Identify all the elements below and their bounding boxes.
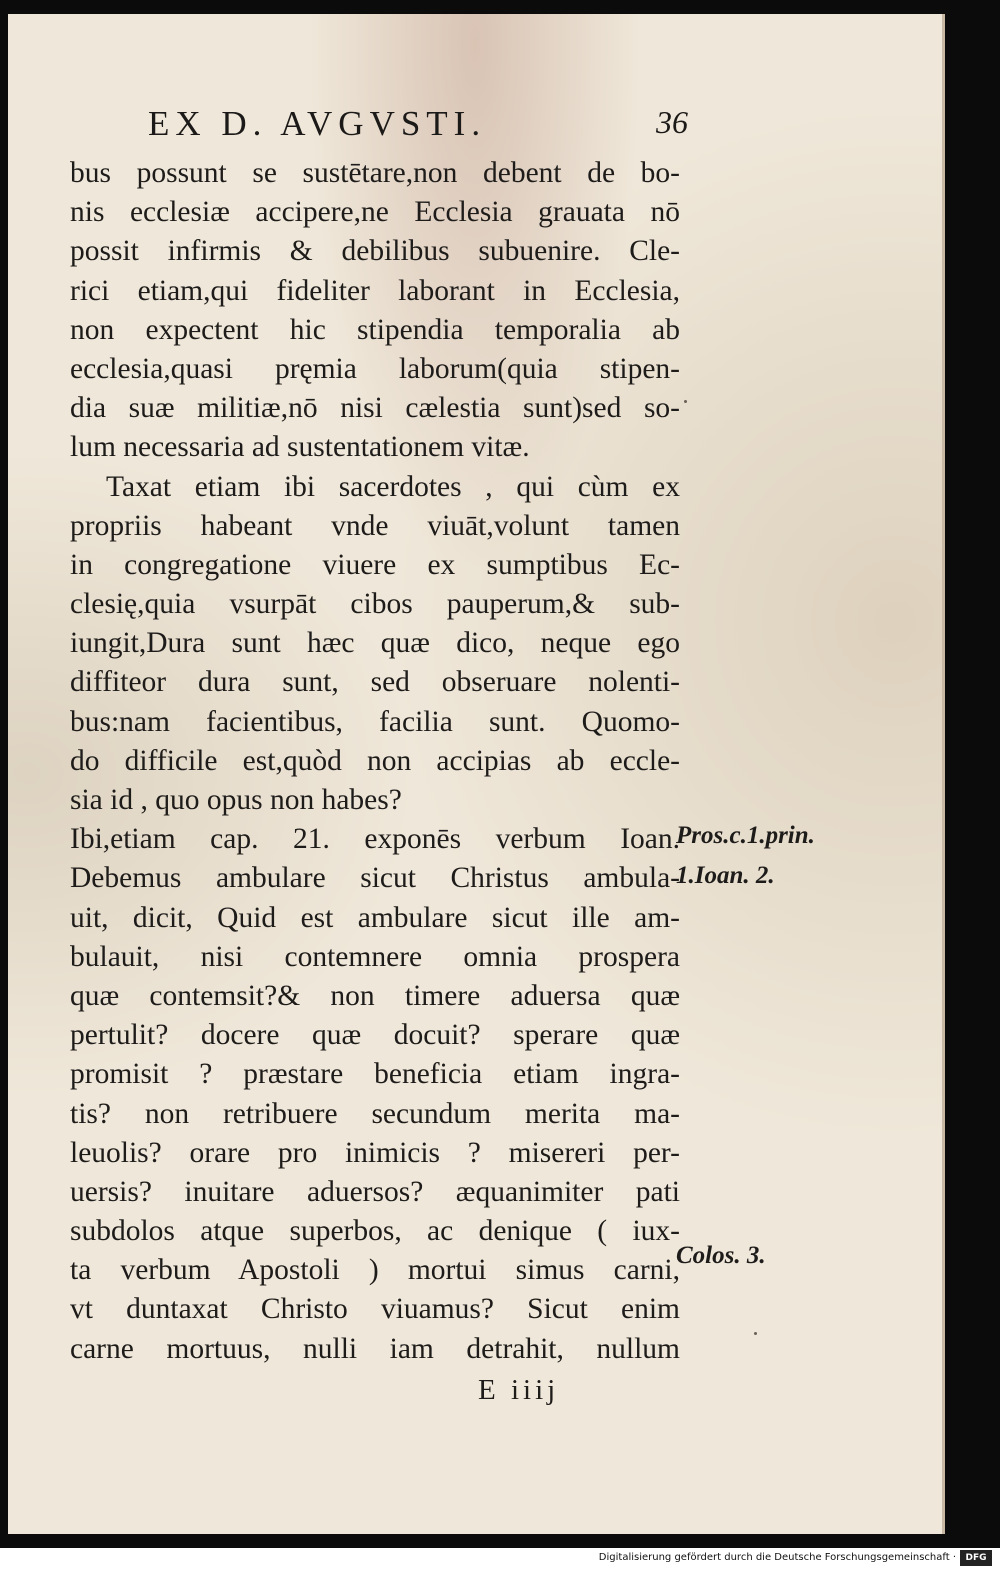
text-line: bulauit, nisi contemnere omnia prospera bbox=[70, 940, 680, 973]
text-line: lum necessaria ad sustentationem vitæ. bbox=[70, 431, 530, 464]
text-line: clesię,quia vsurpāt cibos pauperum,& sub- bbox=[70, 588, 680, 621]
page-number: 36 bbox=[656, 104, 688, 140]
marginal-note: Pros.c.1.prin. bbox=[676, 822, 815, 849]
text-line: propriis habeant vnde viuāt,volunt tamen bbox=[70, 509, 680, 542]
text-line: subdolos atque superbos, ac denique ( iux- bbox=[70, 1215, 680, 1248]
text-line: bus:nam facientibus, facilia sunt. Quomo- bbox=[70, 705, 680, 738]
text-line: uersis? inuitare aduersos? æquanimiter pati bbox=[70, 1175, 680, 1208]
text-line: pertulit? docere quæ docuit? sperare quæ bbox=[70, 1019, 680, 1052]
text-line: non expectent hic stipendia temporalia ab bbox=[70, 313, 680, 346]
text-line: promisit ? præstare beneficia etiam ingra- bbox=[70, 1058, 680, 1091]
text-line: leuolis? orare pro inimicis ? misereri per- bbox=[70, 1136, 680, 1169]
text-line: rici etiam,qui fideliter laborant in Ecclesia, bbox=[70, 274, 680, 307]
running-title: EX D. AVGVSTI. bbox=[148, 104, 487, 143]
text-line: ta verbum Apostoli ) mortui simus carni, bbox=[70, 1254, 680, 1287]
text-line: iungit,Dura sunt hæc quæ dico, neque ego bbox=[70, 627, 680, 660]
book-page bbox=[8, 14, 945, 1534]
dfg-logo: DFG bbox=[960, 1550, 992, 1566]
page-header bbox=[148, 104, 688, 154]
body-text bbox=[70, 154, 680, 1369]
text-line: dia suæ militiæ,nō nisi cælestia sunt)sed so- bbox=[70, 392, 680, 425]
text-line: quæ contemsit?& non timere aduersa quæ bbox=[70, 979, 680, 1012]
text-line: possit infirmis & debilibus subuenire. Cle- bbox=[70, 235, 680, 268]
catchword: E iiij bbox=[478, 1374, 560, 1406]
text-line: carne mortuus, nulli iam detrahit, nullum bbox=[70, 1332, 680, 1365]
text-line: ecclesia,quasi pręmia laborum(quia stipen- bbox=[70, 352, 680, 385]
text-line: sia id , quo opus non habes? bbox=[70, 784, 402, 816]
text-line: do difficile est,quòd non accipias ab eccle- bbox=[70, 744, 680, 777]
text-line: vt duntaxat Christo viuamus? Sicut enim bbox=[70, 1293, 680, 1326]
text-line: bus possunt se sustētare,non debent de bo- bbox=[70, 157, 680, 189]
text-line: tis? non retribuere secundum merita ma- bbox=[70, 1097, 680, 1130]
funding-credit: Digitalisierung gefördert durch die Deutsche Forschungsgemeinschaft · bbox=[598, 1552, 956, 1563]
text-line: in congregatione viuere ex sumptibus Ec- bbox=[70, 548, 680, 581]
ink-speck bbox=[684, 400, 687, 403]
text-line: Ibi,etiam cap. 21. exponēs verbum Ioan. bbox=[70, 823, 680, 856]
text-line: diffiteor dura sunt, sed obseruare nolenti- bbox=[70, 666, 680, 699]
ink-speck bbox=[754, 1332, 757, 1335]
text-line: nis ecclesiæ accipere,ne Ecclesia grauata nō bbox=[70, 196, 680, 229]
text-line: Taxat etiam ibi sacerdotes , qui cùm ex bbox=[106, 470, 680, 503]
marginal-note: Colos. 3. bbox=[676, 1242, 766, 1269]
text-line: Debemus ambulare sicut Christus ambula- bbox=[70, 862, 680, 895]
text-line: uit, dicit, Quid est ambulare sicut ille am- bbox=[70, 901, 680, 934]
marginal-note: 1.Ioan. 2. bbox=[676, 862, 775, 889]
